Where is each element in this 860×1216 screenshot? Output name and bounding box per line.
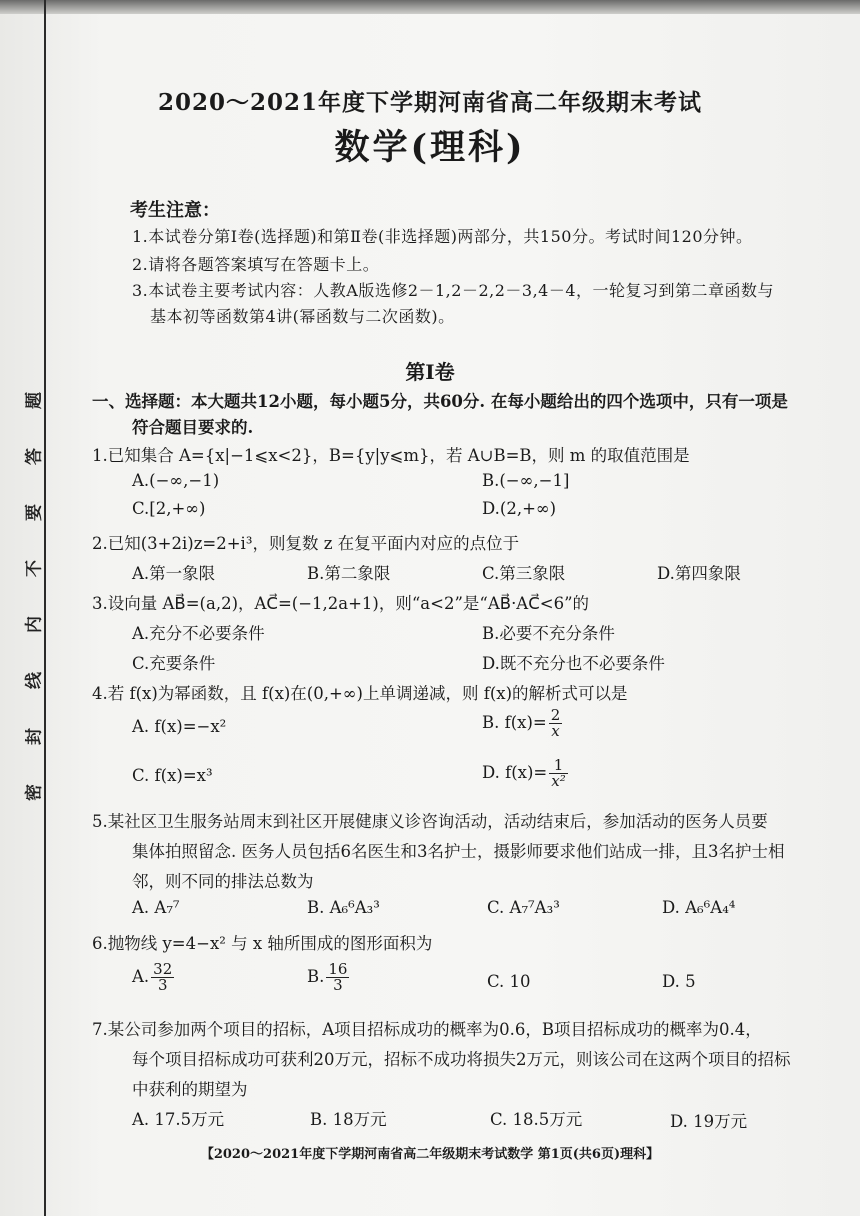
q2-option-c: C.第三象限 [482,564,566,583]
seal-char: 要 [24,504,45,521]
seal-char: 线 [24,672,45,689]
q6-a-prefix: A. [132,967,150,986]
section-title: 第Ⅰ卷 [405,360,455,384]
fraction-denominator: 3 [157,976,168,994]
fraction-numerator: 16 [328,960,348,978]
fraction [326,962,349,993]
q2-option-b: B.第二象限 [307,564,391,583]
q3-option-c: C.充要条件 [132,654,216,673]
seal-char: 封 [24,728,45,745]
q7-option-d: D. 19万元 [670,1112,748,1131]
q1-option-b: B.(−∞,−1] [482,471,570,490]
question-7-stem: 每个项目招标成功可获利20万元，招标不成功将损失2万元，则该公司在这两个项目的招标 [132,1050,791,1069]
fraction-numerator: 2 [550,706,561,724]
q2-option-d: D.第四象限 [657,564,741,583]
question-6-stem: 6.抛物线 y=4−x² 与 x 轴所围成的图形面积为 [92,934,433,953]
q1-option-d: D.(2,+∞) [482,499,557,518]
q5-option-c: C. A₇⁷A₃³ [487,898,560,917]
q5-option-b: B. A₆⁶A₃³ [307,898,380,917]
notice-item: 1.本试卷分第Ⅰ卷(选择题)和第Ⅱ卷(非选择题)两部分，共150分。考试时间120分钟。 [132,227,753,246]
q3-option-a: A.充分不必要条件 [132,624,265,643]
q7-option-a: A. 17.5万元 [132,1110,225,1129]
page-footer: 【2020～2021年度下学期河南省高二年级期末考试数学 第1页(共6页)理科】 [200,1147,660,1162]
fraction [549,758,567,789]
section-instruction: 符合题目要求的. [132,418,254,437]
fraction [151,962,174,993]
fraction-numerator: 1 [549,758,567,774]
section-instruction: 一、选择题：本大题共12小题，每小题5分，共60分. 在每小题给出的四个选项中，只有一项是 [92,392,788,411]
q1-option-c: C.[2,+∞) [132,499,206,518]
seal-char: 答 [24,448,45,465]
notice-item: 基本初等函数第4讲(幂函数与二次函数)。 [150,307,455,326]
q4-option-c: C. f(x)=x³ [132,766,213,785]
notice-heading: 考生注意： [130,200,220,221]
seal-char: 内 [24,616,45,633]
q5-option-a: A. A₇⁷ [132,898,180,917]
q4-option-d [482,758,568,789]
q3-option-d: D.既不充分也不必要条件 [482,654,665,673]
q4-d-prefix: D. f(x)= [482,763,548,782]
fraction [549,708,563,739]
q1-option-a: A.(−∞,−1) [132,471,220,490]
question-7-stem: 7.某公司参加两个项目的招标，A项目招标成功的概率为0.6，B项目招标成功的概率为0.4， [92,1020,762,1039]
fraction-denominator: 3 [333,976,343,994]
q4-b-prefix: B. f(x)= [482,713,547,732]
question-5-stem: 5.某社区卫生服务站周末到社区开展健康义诊咨询活动，活动结束后，参加活动的医务人员要 [92,812,768,831]
fraction-denominator: x² [551,772,566,790]
question-4-stem: 4.若 f(x)为幂函数，且 f(x)在(0,+∞)上单调递减，则 f(x)的解析式可以是 [92,684,628,703]
q4-option-a: A. f(x)=−x² [132,717,227,736]
binding-line [44,0,46,1216]
q6-option-d: D. 5 [662,972,696,991]
question-1-stem: 1.已知集合 A={x|−1⩽x<2}，B={y|y⩽m}，若 A∪B=B，则 m 的取值范围是 [92,446,690,465]
q6-option-c: C. 10 [487,972,531,991]
question-5-stem: 邻，则不同的排法总数为 [132,872,314,891]
exam-title: 2020～2021年度下学期河南省高二年级期末考试 [157,89,703,116]
q2-option-a: A.第一象限 [132,564,216,583]
q5-option-d: D. A₆⁶A₄⁴ [662,898,736,917]
scan-edge [0,0,860,14]
q3-option-b: B.必要不充分条件 [482,624,615,643]
q7-option-c: C. 18.5万元 [490,1110,583,1129]
q6-option-b [307,962,349,993]
fraction-numerator: 32 [153,960,173,978]
question-7-stem: 中获利的期望为 [132,1080,248,1099]
notice-item: 3.本试卷主要考试内容：人教A版选修2－1,2－2,2－3,4－4，一轮复习到第二章函数与 [132,281,775,300]
q6-b-prefix: B. [307,967,325,986]
seal-char: 不 [24,560,45,577]
fraction-denominator: x [551,722,560,740]
question-2-stem: 2.已知(3+2i)z=2+i³，则复数 z 在复平面内对应的点位于 [92,534,520,553]
seal-char: 题 [24,392,45,409]
subject-title: 数学(理科) [334,127,526,168]
question-5-stem: 集体拍照留念. 医务人员包括6名医生和3名护士，摄影师要求他们站成一排，且3名护士相 [132,842,785,861]
q6-option-a [132,962,174,993]
notice-item: 2.请将各题答案填写在答题卡上。 [132,255,380,274]
seal-char: 密 [24,784,45,801]
question-3-stem: 3.设向量 AB⃗=(a,2)，AC⃗=(−1,2a+1)，则“a<2”是“AB⃗·AC⃗<6”的 [92,594,590,613]
q4-option-b [482,708,562,739]
q7-option-b: B. 18万元 [310,1110,387,1129]
